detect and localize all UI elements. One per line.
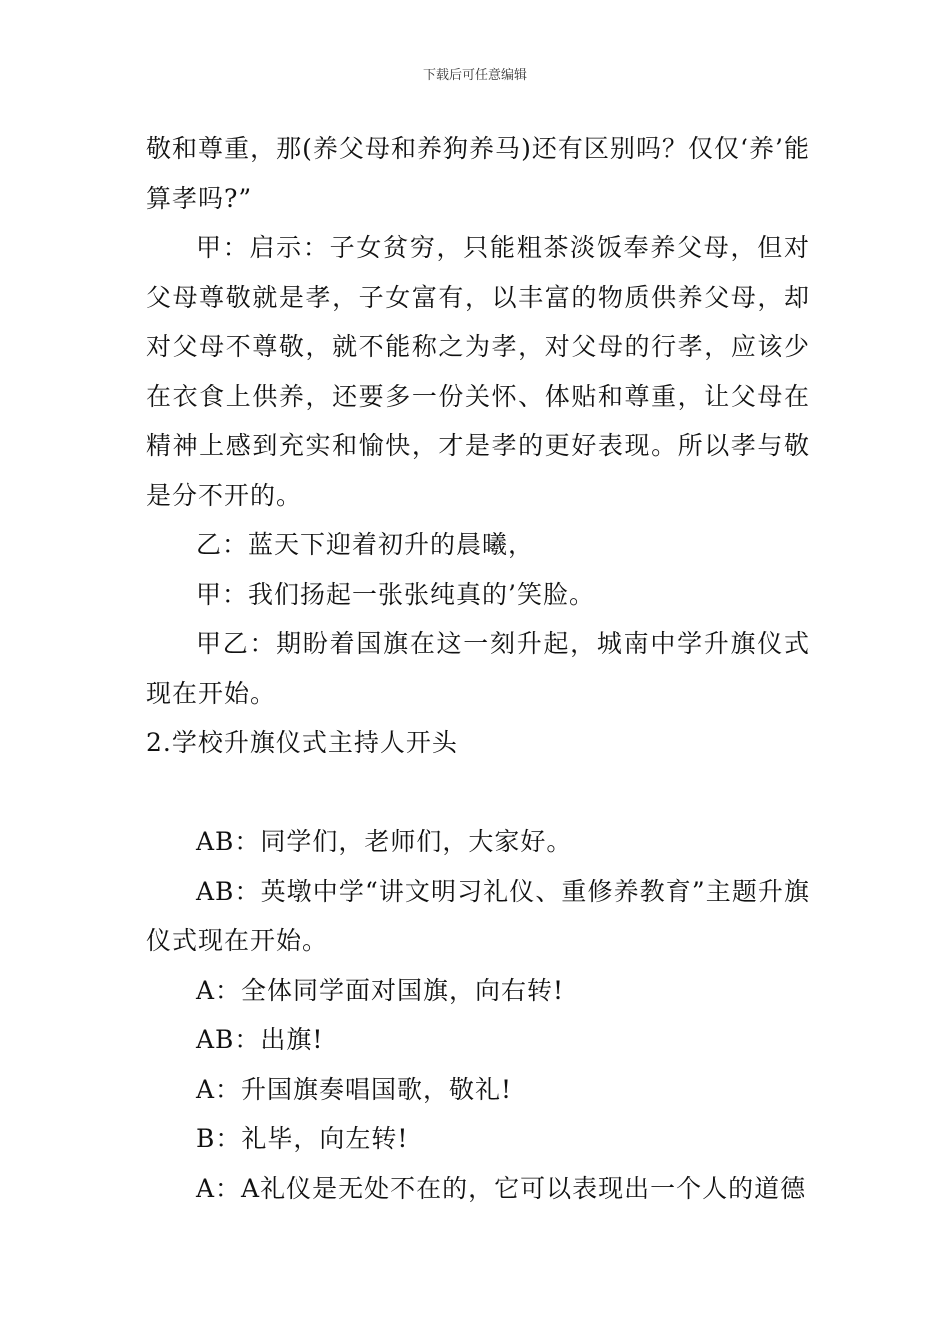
blank-line bbox=[146, 768, 810, 818]
paragraph-jia-insight: 甲：启示：子女贫穷，只能粗茶淡饭奉养父母，但对父母尊敬就是孝，子女富有，以丰富的物质供养父母，却对父母不尊敬，就不能称之为孝，对父母的行孝，应该少在衣食上供养，还要多一份关怀、体贴和尊重，让父母在精神上感到充实和愉快，才是孝的更好表现。所以孝与敬是分不开的。 bbox=[146, 233, 810, 510]
paragraph-jiayi-line: 甲乙：期盼着国旗在这一刻升起，城南中学升旗仪式现在开始。 bbox=[146, 629, 810, 708]
section-heading: 2.学校升旗仪式主持人开头 bbox=[146, 728, 458, 757]
paragraph-ab-greeting: AB：同学们，老师们，大家好。 bbox=[196, 827, 573, 856]
paragraph-continuation: 敬和尊重，那(养父母和养狗养马)还有区别吗？仅仅‘养’能算孝吗?” bbox=[146, 134, 810, 213]
paragraph-jia-line: 甲：我们扬起一张张纯真的’笑脸。 bbox=[196, 579, 595, 609]
paragraph-a-etiquette: A：A礼仪是无处不在的，它可以表现出一个人的道德 bbox=[196, 1173, 807, 1203]
page-header-note: 下载后可任意编辑 bbox=[422, 68, 527, 83]
paragraph-ab-opening: AB：英墩中学“讲文明习礼仪、重修养教育”主题升旗仪式现在开始。 bbox=[146, 876, 810, 955]
document-body bbox=[146, 124, 810, 1213]
paragraph-ab-flag-out: AB：出旗! bbox=[196, 1025, 324, 1054]
paragraph-a-face-flag: A：全体同学面对国旗，向右转! bbox=[196, 975, 565, 1005]
paragraph-a-anthem: A：升国旗奏唱国歌，敬礼! bbox=[196, 1074, 513, 1104]
paragraph-b-turn-left: B：礼毕，向左转! bbox=[196, 1124, 409, 1153]
paragraph-yi-line: 乙：蓝天下迎着初升的晨曦， bbox=[196, 530, 535, 559]
